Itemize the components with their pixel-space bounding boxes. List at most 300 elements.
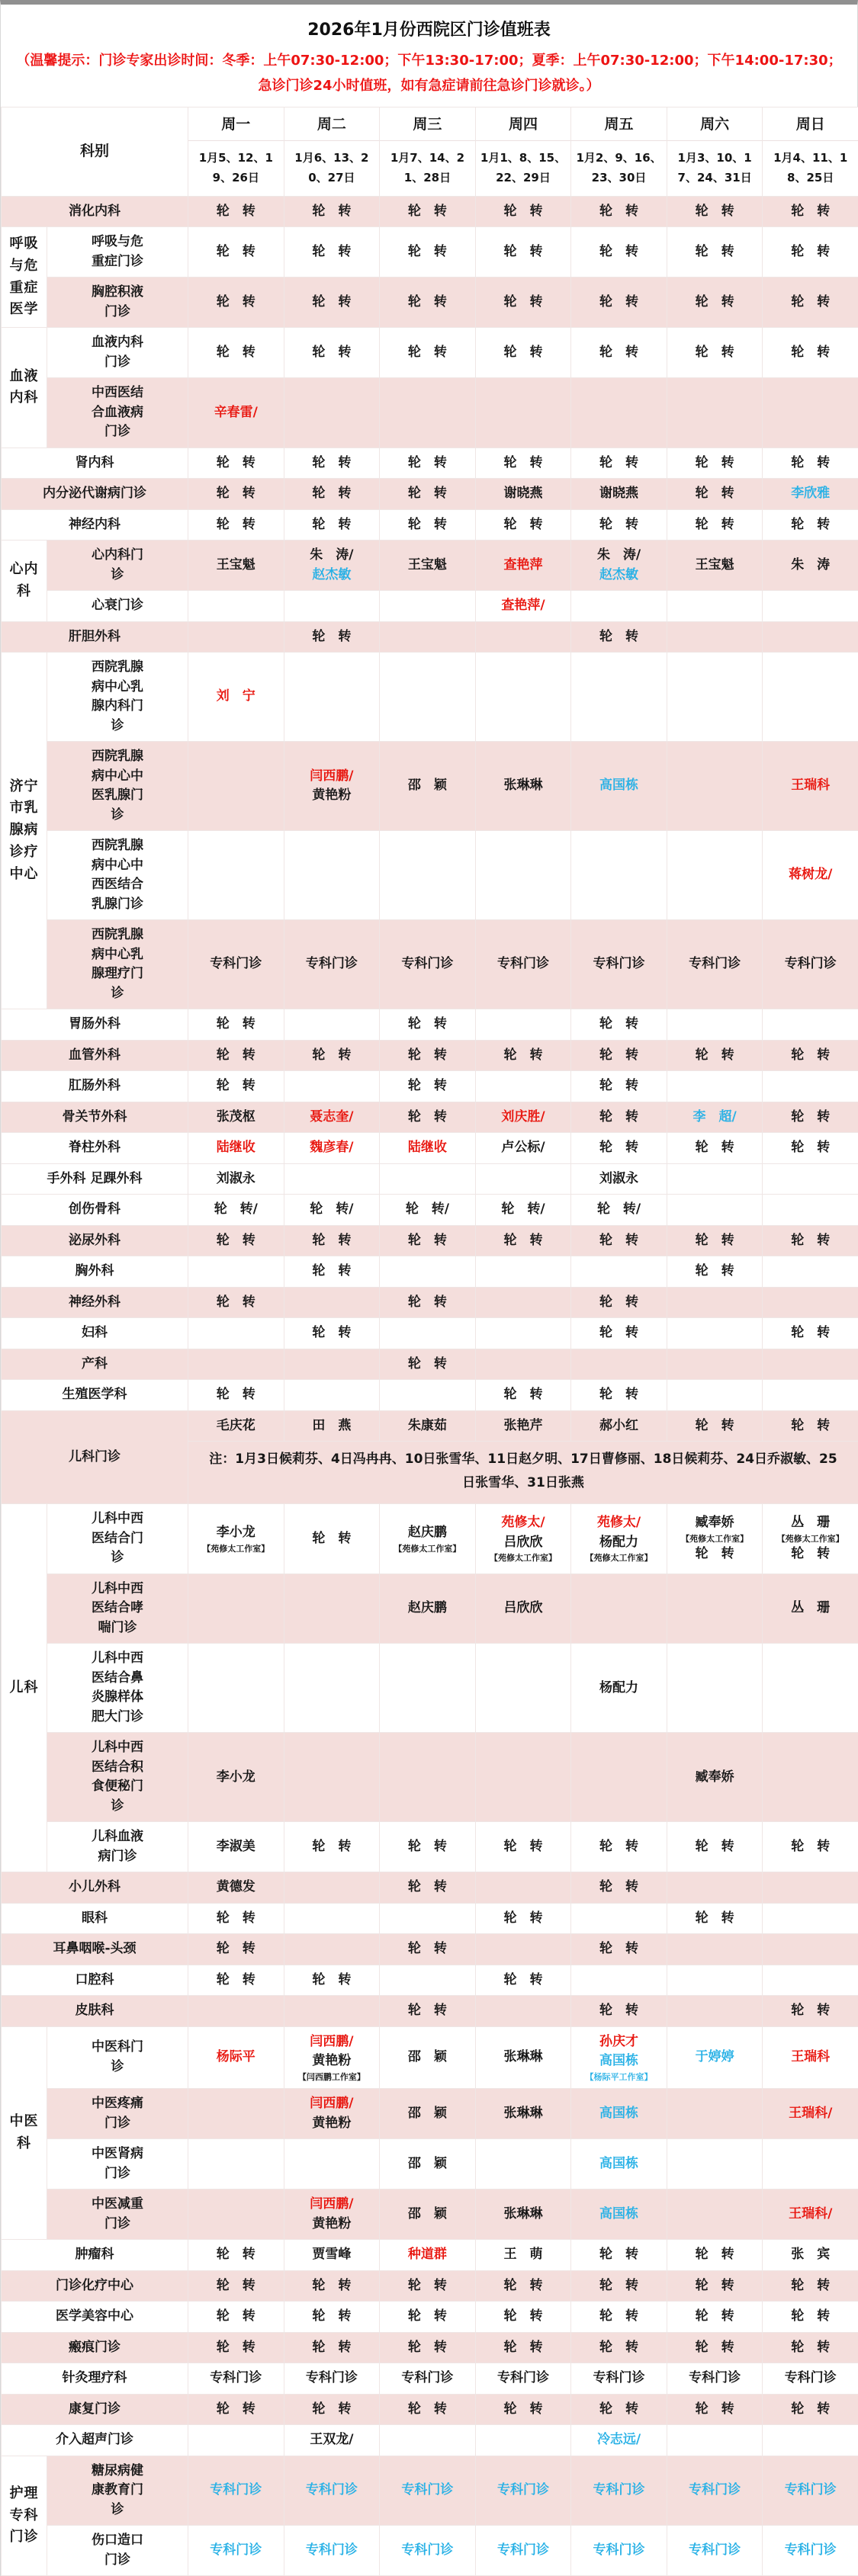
schedule-cell [188, 196, 284, 227]
schedule-cell [667, 1163, 763, 1195]
weekday-label: 周四 [476, 107, 571, 142]
schedule-cell [667, 1040, 763, 1071]
duty-entry: 轮 转 [477, 2276, 570, 2296]
duty-entry: 陆继收 [381, 1138, 474, 1158]
schedule-cell [571, 1934, 667, 1965]
duty-entry: 黄艳粉 [286, 786, 378, 806]
duty-entry: 专科门诊 [477, 2369, 570, 2388]
schedule-cell [475, 2456, 571, 2526]
schedule-cell [380, 1071, 476, 1102]
table-row [2, 2332, 858, 2363]
duty-entry: 王宝魁 [190, 556, 282, 576]
schedule-cell [380, 1504, 476, 1574]
duty-entry: 轮 转 [381, 2276, 474, 2296]
duty-entry: 轮 转 [477, 1046, 570, 1066]
duty-entry: 杨际平 [190, 2048, 282, 2068]
schedule-cell [475, 277, 571, 328]
schedule-cell [188, 2332, 284, 2363]
schedule-cell [667, 1318, 763, 1349]
schedule-cell [380, 1934, 476, 1965]
schedule-cell [188, 1410, 284, 1442]
schedule-cell [475, 541, 571, 591]
dept-label: 针灸理疗科 [2, 2363, 188, 2395]
schedule-cell [284, 378, 380, 448]
schedule-cell [284, 1996, 380, 2027]
duty-entry: 轮 转 [286, 515, 378, 535]
duty-entry: 轮 转 [477, 2400, 570, 2420]
schedule-cell [284, 1903, 380, 1934]
schedule-cell [571, 227, 667, 277]
duty-entry: 朱康茹 [381, 1416, 474, 1436]
schedule-cell [571, 1040, 667, 1071]
schedule-cell [380, 1733, 476, 1822]
schedule-cell [763, 1504, 858, 1574]
duty-entry: 轮 转/ [573, 1200, 665, 1220]
duty-entry: 轮 转 [190, 1909, 282, 1929]
schedule-cell [380, 1872, 476, 1904]
dept-label: 妇科 [2, 1318, 188, 1349]
schedule-cell [475, 1287, 571, 1318]
schedule-cell [571, 1256, 667, 1288]
duty-entry: 轮 转 [764, 515, 856, 535]
dept-label: 中医疼痛门诊 [47, 2089, 188, 2139]
schedule-cell [571, 2526, 667, 2576]
schedule-cell [188, 227, 284, 277]
schedule-cell [380, 2026, 476, 2088]
schedule-cell [763, 479, 858, 510]
schedule-cell [284, 1934, 380, 1965]
duty-entry: 轮 转 [573, 1323, 665, 1343]
dept-label: 小儿外科 [2, 1872, 188, 1904]
duty-entry: 轮 转 [190, 2245, 282, 2265]
duty-entry: 轮 转 [190, 484, 282, 504]
schedule-cell [475, 920, 571, 1009]
day-header [763, 107, 858, 196]
duty-entry: 轮 转 [764, 1108, 856, 1128]
schedule-cell [380, 2089, 476, 2139]
duty-entry: 轮 转/ [381, 1200, 474, 1220]
schedule-cell [475, 2139, 571, 2189]
schedule-cell [667, 2456, 763, 2526]
duty-entry: 闫西鹏/ [286, 2094, 378, 2114]
duty-entry: 邵 颖 [381, 2205, 474, 2225]
schedule-cell [188, 2394, 284, 2425]
schedule-cell [667, 1195, 763, 1226]
day-header [667, 107, 763, 196]
date-list: 1月3、10、17、24、31日 [667, 141, 763, 196]
schedule-cell [284, 1349, 380, 1380]
schedule-cell [188, 2240, 284, 2271]
schedule-cell [284, 2139, 380, 2189]
duty-entry: 蒋树龙/ [764, 865, 856, 885]
table-row [2, 831, 858, 920]
schedule-cell [571, 1410, 667, 1442]
duty-entry: 轮 转 [286, 454, 378, 473]
schedule-cell [571, 1903, 667, 1934]
duty-entry: 轮 转 [286, 2400, 378, 2420]
duty-entry: 张琳琳 [477, 2048, 570, 2068]
dept-label: 眼科 [2, 1903, 188, 1934]
duty-entry: 轮 转 [286, 1971, 378, 1991]
duty-entry: 轮 转 [573, 2245, 665, 2265]
schedule-cell [763, 1872, 858, 1904]
duty-entry: 轮 转 [381, 1076, 474, 1096]
table-row [2, 1965, 858, 1996]
table-row [2, 1040, 858, 1071]
schedule-cell [763, 2189, 858, 2240]
schedule-cell [188, 1318, 284, 1349]
duty-entry: 吕欣欣 [477, 1599, 570, 1618]
schedule-cell [475, 1903, 571, 1934]
duty-entry: 轮 转 [477, 242, 570, 262]
schedule-cell [380, 479, 476, 510]
duty-entry: 轮 转 [381, 1878, 474, 1898]
schedule-cell [571, 448, 667, 479]
schedule-cell [475, 1195, 571, 1226]
schedule-cell [667, 2394, 763, 2425]
schedule-cell [188, 378, 284, 448]
duty-entry: 王瑞科/ [764, 2205, 856, 2225]
header-row [2, 107, 858, 196]
duty-entry: 轮 转 [669, 202, 761, 222]
duty-entry: 轮 转 [381, 2001, 474, 2021]
schedule-cell [667, 1965, 763, 1996]
schedule-cell [763, 1965, 858, 1996]
schedule-cell [380, 2270, 476, 2302]
table-row [2, 653, 858, 742]
schedule-cell [667, 2270, 763, 2302]
schedule-cell [380, 227, 476, 277]
schedule-cell [380, 1133, 476, 1164]
schedule-cell [475, 653, 571, 742]
schedule-cell [475, 2332, 571, 2363]
duty-entry: 轮 转 [573, 2338, 665, 2358]
duty-entry: 轮 转 [190, 1293, 282, 1313]
duty-entry: 王瑞科 [764, 2048, 856, 2068]
duty-entry: 邵 颖 [381, 2154, 474, 2174]
dept-label: 手外科 足踝外科 [2, 1163, 188, 1195]
schedule-cell [188, 1504, 284, 1574]
duty-entry: 王宝魁 [381, 556, 474, 576]
schedule-cell [475, 2302, 571, 2333]
table-row [2, 2394, 858, 2425]
table-row [2, 479, 858, 510]
schedule-cell [380, 277, 476, 328]
duty-entry: 魏彦春/ [286, 1138, 378, 1158]
schedule-cell [571, 1349, 667, 1380]
schedule-cell [763, 2240, 858, 2271]
dept-label: 西院乳腺病中心中医乳腺门诊 [47, 742, 188, 831]
schedule-cell [475, 1410, 571, 1442]
schedule-cell [667, 1872, 763, 1904]
schedule-cell [571, 1574, 667, 1644]
schedule-cell [188, 621, 284, 653]
duty-entry: 【杨际平工作室】 [573, 2071, 665, 2083]
schedule-cell [475, 1504, 571, 1574]
schedule-cell [571, 1733, 667, 1822]
duty-entry: 谢晓燕 [573, 484, 665, 504]
schedule-cell [284, 2394, 380, 2425]
duty-entry: 轮 转 [669, 242, 761, 262]
duty-entry: 于婷婷 [669, 2048, 761, 2068]
schedule-cell [380, 1163, 476, 1195]
schedule-cell [667, 378, 763, 448]
schedule-cell [380, 541, 476, 591]
schedule-cell [763, 1410, 858, 1442]
schedule-cell [571, 2394, 667, 2425]
schedule-cell [475, 1872, 571, 1904]
schedule-cell [188, 1195, 284, 1226]
schedule-cell [763, 2363, 858, 2395]
duty-entry: 轮 转 [764, 1046, 856, 1066]
duty-entry: 闫西鹏/ [286, 2195, 378, 2215]
duty-entry: 贾雪峰 [286, 2245, 378, 2265]
duty-entry: 轮 转 [381, 1293, 474, 1313]
duty-entry: 专科门诊 [669, 2481, 761, 2501]
notice-text: （温馨提示：门诊专家出诊时间：冬季：上午07:30-12:00；下午13:30-17:00；夏季：上午07:30-12:00；下午14:00-17:30；急诊门诊24小时值班，如有急症请前往急诊门诊就诊。） [1, 48, 857, 107]
schedule-cell [284, 1071, 380, 1102]
schedule-cell [188, 2089, 284, 2139]
duty-entry: 丛 珊 [764, 1513, 856, 1533]
duty-entry: 轮 转 [381, 1355, 474, 1375]
schedule-cell [571, 1163, 667, 1195]
weekday-label: 周六 [667, 107, 763, 142]
schedule-cell [571, 1071, 667, 1102]
duty-entry: 轮 转 [573, 1108, 665, 1128]
dept-label: 心衰门诊 [47, 591, 188, 622]
duty-entry: 张琳琳 [477, 2205, 570, 2225]
schedule-cell [475, 2270, 571, 2302]
duty-entry: 赵杰敏 [286, 566, 378, 585]
duty-entry: 轮 转 [190, 1046, 282, 1066]
schedule-cell [571, 2189, 667, 2240]
duty-entry: 轮 转 [190, 2307, 282, 2327]
duty-entry: 专科门诊 [286, 2369, 378, 2388]
schedule-cell [763, 831, 858, 920]
duty-entry: 辛春雷/ [190, 403, 282, 423]
schedule-cell [667, 277, 763, 328]
table-row [2, 1644, 858, 1733]
duty-entry: 苑修太/ [573, 1513, 665, 1533]
duty-entry: 高国栋 [573, 2104, 665, 2124]
table-row [2, 541, 858, 591]
schedule-cell [475, 1163, 571, 1195]
schedule-cell [667, 1349, 763, 1380]
dept-label: 骨关节外科 [2, 1102, 188, 1133]
schedule-cell [667, 1733, 763, 1822]
dept-label: 产科 [2, 1349, 188, 1380]
duty-entry: 轮 转 [190, 2276, 282, 2296]
duty-entry: 专科门诊 [764, 954, 856, 974]
schedule-cell [763, 920, 858, 1009]
schedule-cell [667, 653, 763, 742]
duty-entry: 轮 转 [669, 2400, 761, 2420]
duty-entry: 轮 转 [669, 454, 761, 473]
schedule-cell [475, 621, 571, 653]
schedule-cell [188, 1256, 284, 1288]
table-row [2, 1733, 858, 1822]
duty-entry: 轮 转 [190, 1076, 282, 1096]
schedule-cell [284, 1163, 380, 1195]
group-label: 济宁市乳腺病诊疗中心 [2, 653, 47, 1009]
duty-entry: 专科门诊 [669, 2541, 761, 2561]
schedule-cell [571, 1102, 667, 1133]
date-list: 1月6、13、20、27日 [284, 141, 380, 196]
schedule-cell [667, 831, 763, 920]
schedule-cell [188, 2270, 284, 2302]
duty-entry: 轮 转 [764, 1323, 856, 1343]
schedule-cell [667, 1287, 763, 1318]
schedule-cell [475, 831, 571, 920]
schedule-cell [475, 1009, 571, 1041]
duty-entry: 轮 转 [190, 2400, 282, 2420]
schedule-cell [763, 1903, 858, 1934]
duty-entry: 杨配力 [573, 1533, 665, 1553]
duty-entry: 轮 转 [669, 1909, 761, 1929]
duty-entry: 轮 转 [477, 1385, 570, 1405]
schedule-cell [667, 1504, 763, 1574]
schedule-cell [763, 1318, 858, 1349]
duty-entry: 轮 转 [573, 242, 665, 262]
schedule-cell [667, 1256, 763, 1288]
table-row [2, 1349, 858, 1380]
schedule-cell [763, 742, 858, 831]
date-list: 1月2、9、16、23、30日 [571, 141, 667, 196]
duty-entry: 轮 转 [286, 1262, 378, 1282]
schedule-cell [188, 831, 284, 920]
dept-label: 儿科中西医结合哮喘门诊 [47, 1574, 188, 1644]
date-list: 1月1、8、15、22、29日 [476, 141, 571, 196]
duty-entry: 轮 转 [669, 2276, 761, 2296]
schedule-cell [667, 742, 763, 831]
duty-entry: 轮 转 [381, 2338, 474, 2358]
schedule-cell [475, 2526, 571, 2576]
schedule-cell [284, 1133, 380, 1164]
schedule-cell [284, 1318, 380, 1349]
duty-entry: 轮 转 [764, 2338, 856, 2358]
schedule-cell [284, 1504, 380, 1574]
schedule-cell [380, 1644, 476, 1733]
schedule-cell [188, 1040, 284, 1071]
schedule-cell [571, 541, 667, 591]
table-row [2, 1574, 858, 1644]
schedule-cell [763, 2394, 858, 2425]
schedule-cell [763, 653, 858, 742]
page-title: 2026年1月份西院区门诊值班表 [1, 5, 857, 48]
table-row [2, 1195, 858, 1226]
duty-entry: 轮 转 [286, 1529, 378, 1549]
date-list: 1月4、11、18、25日 [763, 141, 858, 196]
schedule-cell [380, 1102, 476, 1133]
schedule-cell [284, 2302, 380, 2333]
duty-entry: 苑修太/ [477, 1513, 570, 1533]
duty-entry: 张 宾 [764, 2245, 856, 2265]
schedule-cell [475, 196, 571, 227]
dept-label: 肛肠外科 [2, 1071, 188, 1102]
schedule-cell [667, 541, 763, 591]
duty-entry: 王瑞科/ [764, 2104, 856, 2124]
duty-entry: 轮 转 [573, 343, 665, 363]
duty-entry: 轮 转 [477, 454, 570, 473]
duty-entry: 轮 转 [286, 242, 378, 262]
dept-label: 口腔科 [2, 1965, 188, 1996]
schedule-cell [763, 1071, 858, 1102]
duty-entry: 【苑修太工作室】 [381, 1543, 474, 1554]
schedule-cell [284, 1965, 380, 1996]
duty-entry: 专科门诊 [190, 954, 282, 974]
duty-entry: 轮 转 [573, 454, 665, 473]
dept-label: 伤口造口门诊 [47, 2526, 188, 2576]
schedule-cell [571, 2425, 667, 2456]
schedule-cell [571, 1996, 667, 2027]
schedule-cell [284, 541, 380, 591]
schedule-cell [667, 479, 763, 510]
dept-label: 儿科中西医结合积食便秘门诊 [47, 1733, 188, 1822]
duty-entry: 张茂枢 [190, 1108, 282, 1128]
duty-entry: 专科门诊 [381, 2369, 474, 2388]
schedule-cell [763, 196, 858, 227]
duty-entry: 轮 转 [477, 1909, 570, 1929]
schedule-cell [763, 1287, 858, 1318]
duty-entry: 轮 转 [477, 2338, 570, 2358]
duty-entry: 轮 转 [381, 293, 474, 313]
schedule-cell [475, 1934, 571, 1965]
duty-entry: 轮 转 [764, 2276, 856, 2296]
schedule-cell [380, 1040, 476, 1071]
duty-entry: 轮 转 [669, 1416, 761, 1436]
schedule-cell [667, 1133, 763, 1164]
duty-entry: 轮 转 [573, 1231, 665, 1251]
schedule-cell [380, 742, 476, 831]
schedule-cell [188, 653, 284, 742]
table-row [2, 2526, 858, 2576]
duty-entry: 轮 转 [573, 1046, 665, 1066]
duty-entry: 臧奉娇 [669, 1768, 761, 1788]
duty-entry: 刘淑永 [573, 1169, 665, 1189]
schedule-cell [667, 1934, 763, 1965]
schedule-cell [571, 509, 667, 541]
schedule-cell [188, 1163, 284, 1195]
schedule-cell [667, 2189, 763, 2240]
schedule-cell [763, 509, 858, 541]
schedule-cell [571, 1872, 667, 1904]
schedule-cell [667, 1574, 763, 1644]
schedule-cell [571, 277, 667, 328]
duty-entry: 朱 涛 [764, 556, 856, 576]
duty-entry: 专科门诊 [286, 2481, 378, 2501]
duty-entry: 轮 转 [477, 293, 570, 313]
schedule-cell [380, 1225, 476, 1256]
schedule-cell [188, 328, 284, 378]
table-row [2, 742, 858, 831]
duty-entry: 王双龙/ [286, 2430, 378, 2450]
dept-label: 儿科中西医结合门诊 [47, 1504, 188, 1574]
schedule-cell [380, 2189, 476, 2240]
schedule-cell [380, 1410, 476, 1442]
dept-label: 肿瘤科 [2, 2240, 188, 2271]
schedule-cell [475, 1102, 571, 1133]
dept-label: 中医科门诊 [47, 2026, 188, 2088]
duty-entry: 【闫西鹏工作室】 [286, 2071, 378, 2083]
schedule-cell [380, 448, 476, 479]
duty-entry: 邵 颖 [381, 776, 474, 796]
duty-entry: 专科门诊 [669, 954, 761, 974]
schedule-cell [188, 1133, 284, 1164]
schedule-cell [475, 2240, 571, 2271]
schedule-cell [188, 1574, 284, 1644]
duty-entry: 轮 转 [286, 627, 378, 647]
dept-label: 耳鼻咽喉-头颈 [2, 1934, 188, 1965]
